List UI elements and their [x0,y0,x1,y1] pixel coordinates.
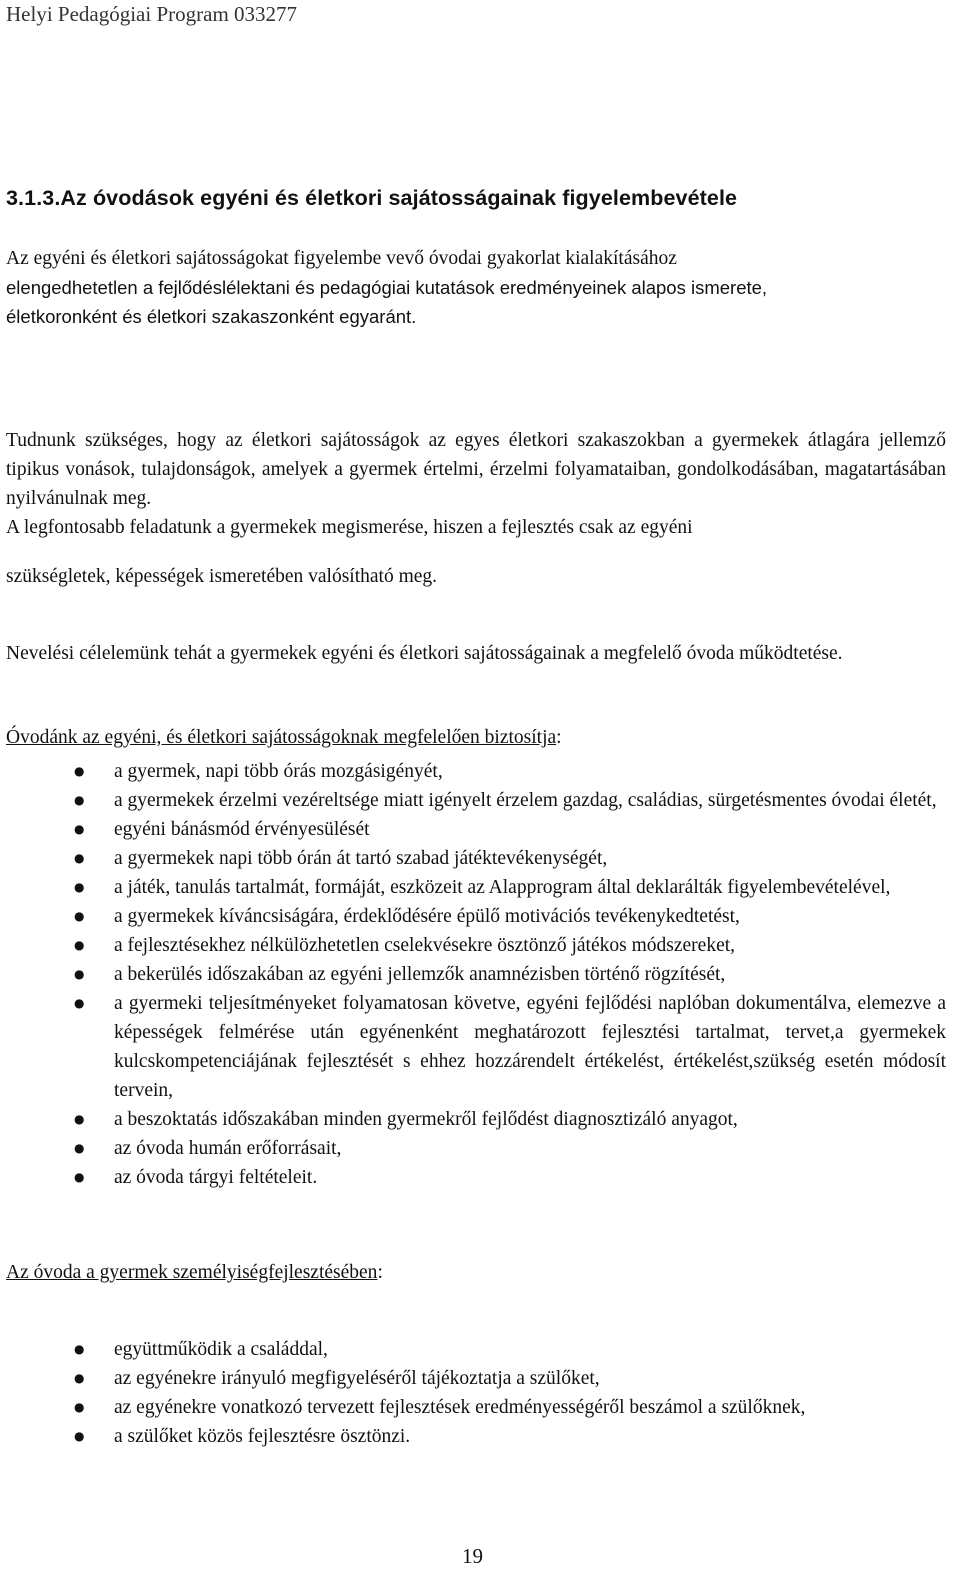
section-heading: 3.1.3.Az óvodások egyéni és életkori sajátosságainak figyelembevétele [6,186,738,210]
label-colon: : [556,727,562,748]
personality-list [0,1335,946,1451]
page-header: Helyi Pedagógiai Program 033277 [6,2,298,26]
list-item: ● az óvoda tárgyi feltételeit. [0,1163,946,1192]
list-item: ● egyéni bánásmód érvényesülését [0,815,946,844]
section-label-personality [6,1262,383,1284]
list-item: ● a gyermeki teljesítményeket folyamatosan követve, egyéni fejlődési naplóban dokumentálva, elemezve a képességek felmérése után egyénenként meghatározott fejlesztési tartalmat, tervet,a gyermekek kulcskompetenciájának fejlesztését s ehhez hozzárendelt értékelést, értékelést,szükség esetén módosít tervein, [0,989,946,1105]
list-item: ● a gyermekek napi több órán át tartó szabad játéktevékenységét, [0,844,946,873]
label-colon: : [377,1262,383,1283]
paragraph-line: A legfontosabb feladatunk a gyermekek megismerése, hiszen a fejlesztés csak az egyéni [6,517,693,538]
paragraph-intro [6,244,946,331]
list-item: ● a szülőket közös fejlesztésre ösztönzi. [0,1422,946,1451]
paragraph-line: Az egyéni és életkori sajátosságokat figyelembe vevő óvodai gyakorlat kialakításához [6,248,677,269]
paragraph-age-characteristics: Tudnunk szükséges, hogy az életkori sajátosságok az egyes életkori szakaszokban a gyermekek átlagára jellemző tipikus vonások, tulajdonságok, amelyek a gyermek értelmi, érzelmi folyamataiban, gondolkodásában, magatartásában nyilvánulnak meg. [6,430,946,509]
provides-list [0,757,946,1192]
list-item: ● együttműködik a családdal, [0,1335,946,1364]
paragraph-line: elengedhetetlen a fejlődéslélektani és pedagógiai kutatások eredményeinek alapos ismerete, [6,277,768,298]
list-item: ● az egyénekre irányuló megfigyeléséről tájékoztatja a szülőket, [0,1364,946,1393]
list-item: ● a gyermek, napi több órás mozgásigényét, [0,757,946,786]
paragraph-goal: Nevelési célelemünk tehát a gyermekek egyéni és életkori sajátosságainak a megfelelő óvoda működtetése. [6,643,843,664]
list-item: ● a gyermekek érzelmi vezéreltsége miatt igényelt érzelem gazdag, családias, sürgetésmentes óvodai életét, [0,786,946,815]
list-item: ● a gyermekek kíváncsiságára, érdeklődésére épülő motivációs tevékenykedtetést, [0,902,946,931]
underlined-label: Az óvoda a gyermek személyiségfejlesztésében [6,1262,378,1283]
list-item: ● az óvoda humán erőforrásait, [0,1134,946,1163]
list-item: ● a bekerülés időszakában az egyéni jellemzők anamnézisben történő rögzítését, [0,960,946,989]
paragraph-main-task [6,513,946,591]
list-item: ● az egyénekre vonatkozó tervezett fejlesztések eredményességéről beszámol a szülőknek, [0,1393,946,1422]
list-item: ● a fejlesztésekhez nélkülözhetetlen cselekvésekre ösztönző játékos módszereket, [0,931,946,960]
list-item: ● a játék, tanulás tartalmát, formáját, eszközeit az Alapprogram által deklarálták figyelembevételével, [0,873,946,902]
paragraph-line: életkoronként és életkori szakaszonként egyaránt. [6,306,417,327]
list-item: ● a beszoktatás időszakában minden gyermekről fejlődést diagnosztizáló anyagot, [0,1105,946,1134]
section-label-provides [6,727,562,749]
paragraph-line: szükségletek, képességek ismeretében valósítható meg. [6,566,438,587]
page-number: 19 [462,1544,483,1568]
underlined-label: Óvodánk az egyéni, és életkori sajátosságoknak megfelelően biztosítja [6,727,557,748]
